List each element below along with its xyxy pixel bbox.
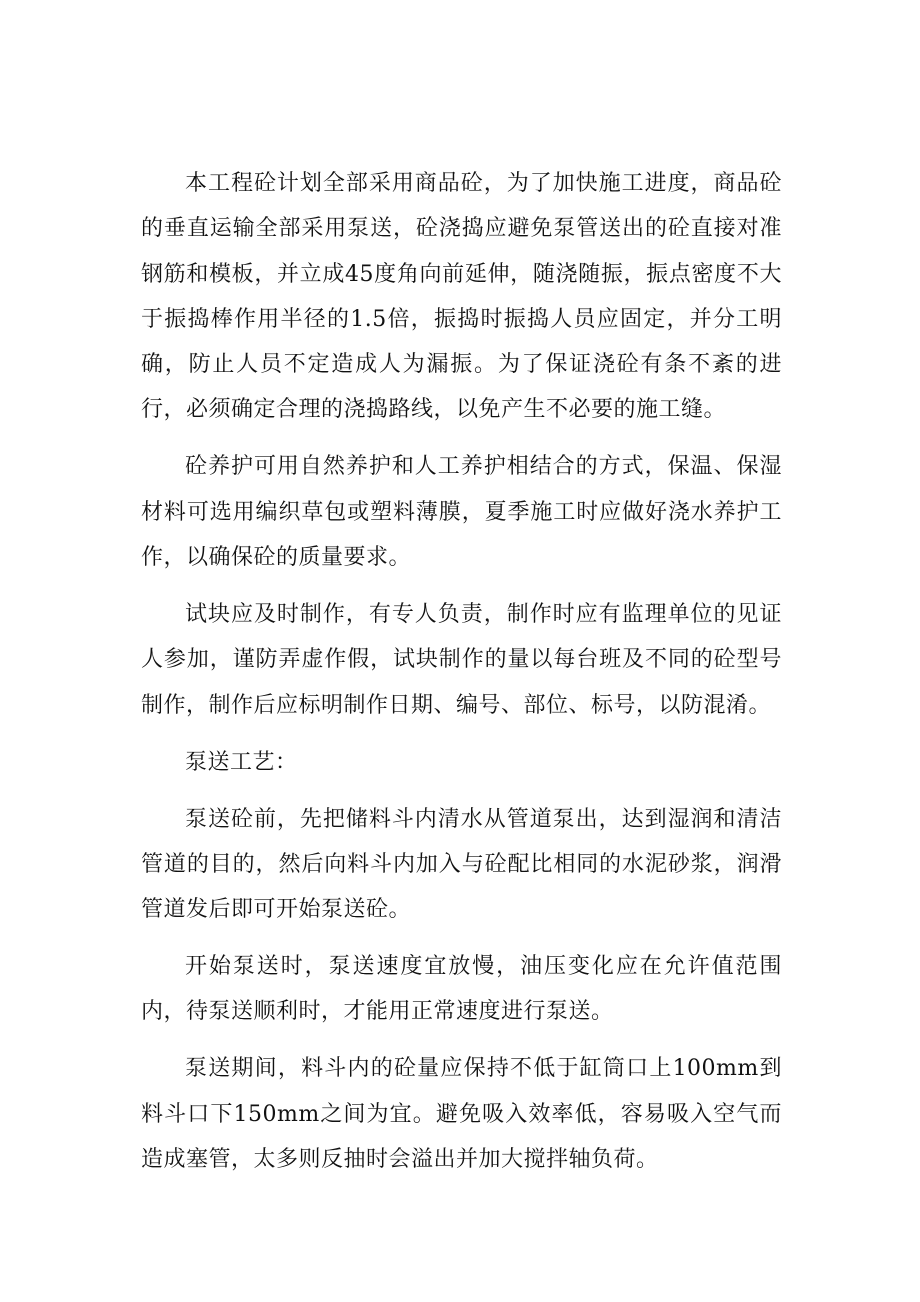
- document-body: [141, 161, 782, 1194]
- section-heading-pumping-process: 泵送工艺：: [185, 749, 298, 775]
- paragraph-during-pumping: 泵送期间，料斗内的砼量应保持不低于缸筒口上100mm到料斗口下150mm之间为宜。避免吸入效率低，容易吸入空气而造成塞管，太多则反抽时会溢出并加大搅拌轴负荷。: [141, 1056, 782, 1173]
- paragraph-start-pumping: 开始泵送时，泵送速度宜放慢，油压变化应在允许值范围内，待泵送顺利时，才能用正常速度进行泵送。: [141, 954, 782, 1025]
- paragraph-pre-pumping: 泵送砼前，先把储料斗内清水从管道泵出，达到湿润和清洁管道的目的，然后向料斗内加入与砼配比相同的水泥砂浆，润滑管道发后即可开始泵送砼。: [141, 806, 782, 923]
- paragraph-test-blocks: 试块应及时制作，有专人负责，制作时应有监理单位的见证人参加，谨防弄虚作假，试块制作的量以每台班及不同的砼型号制作，制作后应标明制作日期、编号、部位、标号，以防混淆。: [141, 602, 782, 718]
- paragraph-concrete-curing: 砼养护可用自然养护和人工养护相结合的方式，保温、保湿材料可选用编织草包或塑料薄膜，夏季施工时应做好浇水养护工作，以确保砼的质量要求。: [141, 454, 782, 571]
- paragraph-concrete-pouring: 本工程砼计划全部采用商品砼，为了加快施工进度，商品砼的垂直运输全部采用泵送，砼浇捣应避免泵管送出的砼直接对准钢筋和模板，并立成45度角向前延伸，随浇随振，振点密度不大于振捣棒作用半径的1.5倍，振捣时振捣人员应固定，并分工明确，防止人员不定造成人为漏振。为了保证浇砼有条不紊的进行，必须确定合理的浇捣路线，以免产生不必要的施工缝。: [141, 171, 782, 423]
